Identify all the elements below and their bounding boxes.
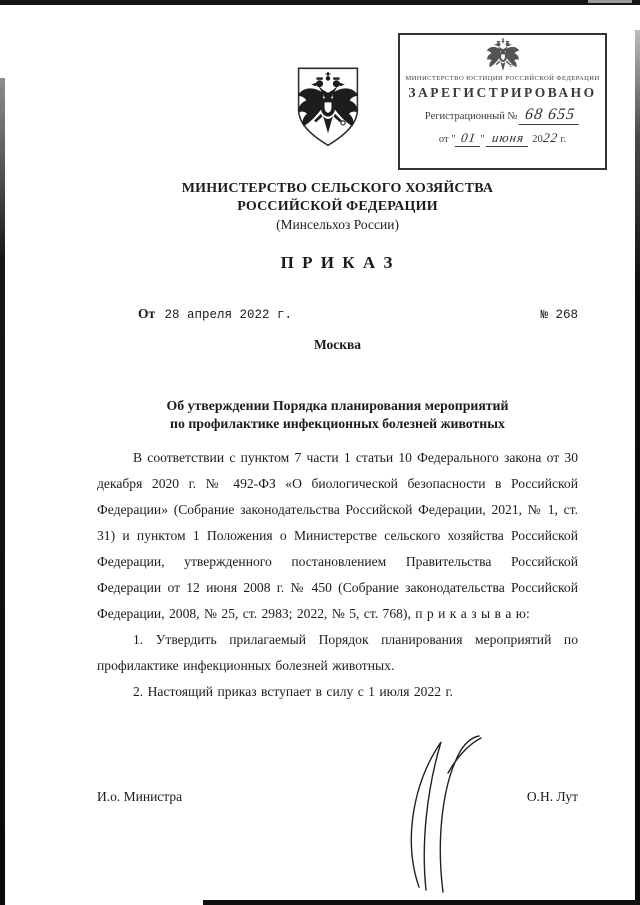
stamp-date-year-hand: 22 [541,130,559,145]
stamp-date-day: 01 [454,130,481,147]
registration-stamp [398,33,607,170]
stamp-reg-number: 68 655 [519,106,582,125]
city-label: Москва [313,337,362,352]
preamble-paragraph: В соответствии с пунктом 7 части 1 статьи 10 Федерального закона от 30 декабря 2020 г. № 492-ФЗ «О биологической безопасности в Российской Федерации» (Собрание законодательства Российской Федерации, 2021, № 1, ст. 31) и пунктом 1 Положения о Министерстве сельского хозяйства Российской Федерации, утвержденного постановлением Правительства Российской Федерации от 12 июня 2008 г. № 450 (Собрание законодательства Российской Федерации, 2008, № 25, ст. 2983; 2022, № 5, ст. 768), п р и к а з ы в а ю: [97,450,578,621]
subject-title [97,397,578,432]
date-value: 28 апреля 2022 г. [164,308,293,322]
ministry-header [97,180,578,233]
stamp-date-line [400,130,605,147]
subject-line1: Об утверждении Порядка планирования мероприятий [166,398,509,413]
signature-row [97,789,578,805]
scan-artifact-left-edge [0,78,5,905]
stamp-date-prefix: от [438,134,449,145]
scan-artifact-top-edge [0,0,640,5]
stamp-quote-open: " [451,134,456,145]
ministry-of-justice-eagle-icon [483,38,523,74]
doc-number: № 268 [540,308,578,322]
scan-artifact-bottom-edge [203,900,640,905]
signer-name: О.Н. Лут [526,789,578,804]
ministry-name-line1: МИНИСТЕРСТВО СЕЛЬСКОГО ХОЗЯЙСТВА [181,181,494,196]
doc-meta-row [97,306,578,322]
signer-position: И.о. Министра [97,789,183,804]
scan-artifact-right-edge [635,30,640,905]
stamp-date-suffix: г. [560,134,567,145]
stamp-reg-label: Регистрационный № [424,111,518,122]
ministry-name-line2: РОССИЙСКОЙ ФЕДЕРАЦИИ [237,198,438,214]
stamp-quote-close: " [480,134,485,145]
date-label: От [138,306,156,321]
handwritten-signature [391,735,491,893]
russia-coat-of-arms-icon [293,66,363,149]
stamp-date-year-printed: 20 [532,134,543,145]
stamp-registered-label: ЗАРЕГИСТРИРОВАНО [408,85,597,100]
order-item-2: 2. Настоящий приказ вступает в силу с 1 июля 2022 г. [133,684,453,699]
document-type-title: П Р И К А З [280,253,395,272]
stamp-agency-name: МИНИСТЕРСТВО ЮСТИЦИИ РОССИЙСКОЙ ФЕДЕРАЦИИ [405,75,600,82]
ministry-short-name: (Минсельхоз России) [276,217,399,232]
stamp-registration-line [400,106,605,125]
body-text [97,445,578,705]
stamp-date-month: июня [486,130,531,147]
doc-date-group [97,306,292,322]
order-item-1: 1. Утвердить прилагаемый Порядок планирования мероприятий по профилактике инфекционных болезней животных. [97,632,578,673]
subject-line2: по профилактике инфекционных болезней животных [170,415,505,431]
scan-artifact-top-edge-light [588,0,632,3]
